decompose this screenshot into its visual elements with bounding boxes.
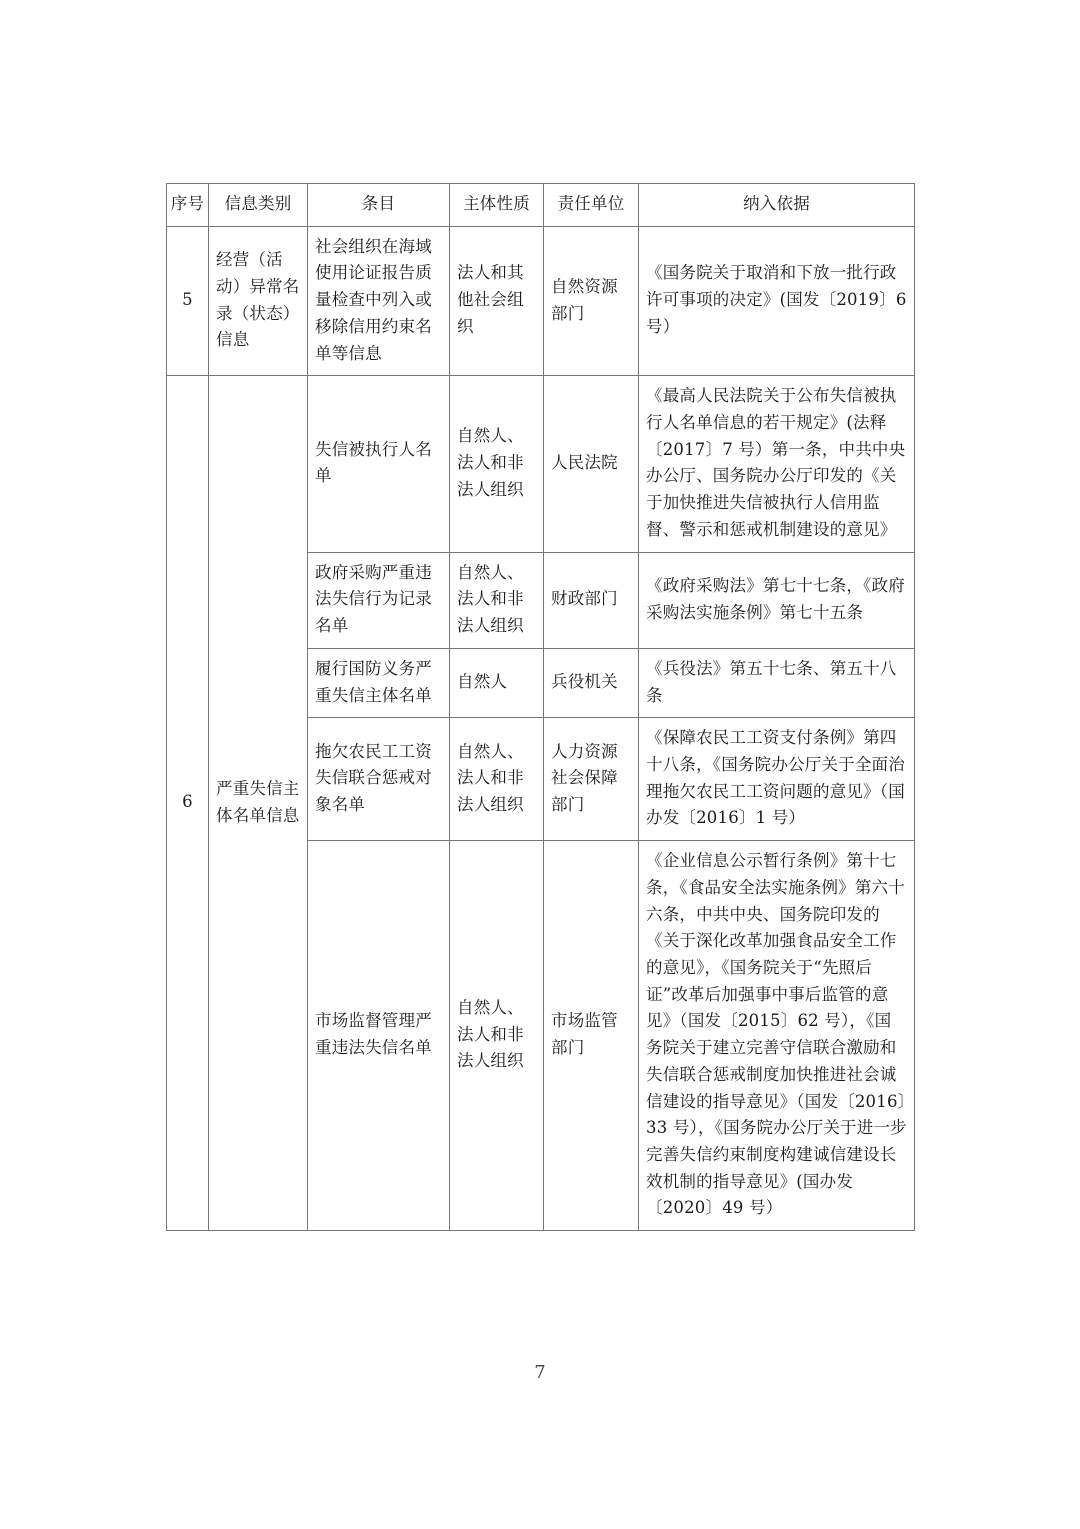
table-header [167,184,915,227]
cell-responsible-unit: 自然资源部门 [544,226,639,376]
cell-subject-nature: 自然人、法人和非法人组织 [450,552,544,648]
col-header-inclusion-basis: 纳入依据 [639,184,915,227]
credit-information-table [166,183,915,1231]
cell-subject-nature: 自然人、法人和非法人组织 [450,376,544,552]
cell-inclusion-basis: 《兵役法》第五十七条、第五十八条 [639,648,915,717]
cell-category: 经营（活动）异常名录（状态）信息 [209,226,308,376]
cell-responsible-unit: 市场监管部门 [544,841,639,1231]
table-header-row [167,184,915,227]
cell-item: 市场监督管理严重违法失信名单 [308,841,450,1231]
cell-item: 政府采购严重违法失信行为记录名单 [308,552,450,648]
col-header-subject-nature: 主体性质 [450,184,544,227]
col-header-item: 条目 [308,184,450,227]
table-row [167,376,915,552]
col-header-responsible-unit: 责任单位 [544,184,639,227]
cell-item: 失信被执行人名单 [308,376,450,552]
cell-inclusion-basis: 《国务院关于取消和下放一批行政许可事项的决定》(国发〔2019〕6 号） [639,226,915,376]
cell-inclusion-basis: 《最高人民法院关于公布失信被执行人名单信息的若干规定》(法释〔2017〕7 号）第一条，中共中央办公厅、国务院办公厅印发的《关于加快推进失信被执行人信用监督、警示和惩戒机制建设的意见》 [639,376,915,552]
cell-subject-nature: 自然人 [450,648,544,717]
cell-subject-nature: 自然人、法人和非法人组织 [450,841,544,1231]
cell-item: 社会组织在海域使用论证报告质量检查中列入或移除信用约束名单等信息 [308,226,450,376]
page-number: 7 [534,1362,546,1383]
cell-inclusion-basis: 《企业信息公示暂行条例》第十七条，《食品安全法实施条例》第六十六条，中共中央、国务院印发的《关于深化改革加强食品安全工作的意见》，《国务院关于“先照后证”改革后加强事中事后监管的意见》（国发〔2015〕62 号），《国务院关于建立完善守信联合激励和失信联合惩戒制度加快推进社会诚信建设的指导意见》（国发〔2016〕33 号），《国务院办公厅关于进一步完善失信约束制度构建诚信建设长效机制的指导意见》(国办发〔2020〕49 号） [639,841,915,1231]
cell-item: 拖欠农民工工资失信联合惩戒对象名单 [308,718,450,841]
cell-responsible-unit: 财政部门 [544,552,639,648]
cell-subject-nature: 法人和其他社会组织 [450,226,544,376]
table-row [167,226,915,376]
table-body [167,226,915,1230]
cell-inclusion-basis: 《保障农民工工资支付条例》第四十八条，《国务院办公厅关于全面治理拖欠农民工工资问题的意见》（国办发〔2016〕1 号） [639,718,915,841]
cell-responsible-unit: 人力资源社会保障部门 [544,718,639,841]
cell-item: 履行国防义务严重失信主体名单 [308,648,450,717]
cell-responsible-unit: 人民法院 [544,376,639,552]
cell-subject-nature: 自然人、法人和非法人组织 [450,718,544,841]
cell-sequence: 5 [167,226,209,376]
col-header-sequence: 序号 [167,184,209,227]
cell-responsible-unit: 兵役机关 [544,648,639,717]
credit-information-table-container [166,183,914,1231]
cell-category: 严重失信主体名单信息 [209,376,308,1231]
cell-inclusion-basis: 《政府采购法》第七十七条，《政府采购法实施条例》第七十五条 [639,552,915,648]
cell-sequence: 6 [167,376,209,1231]
col-header-category: 信息类别 [209,184,308,227]
